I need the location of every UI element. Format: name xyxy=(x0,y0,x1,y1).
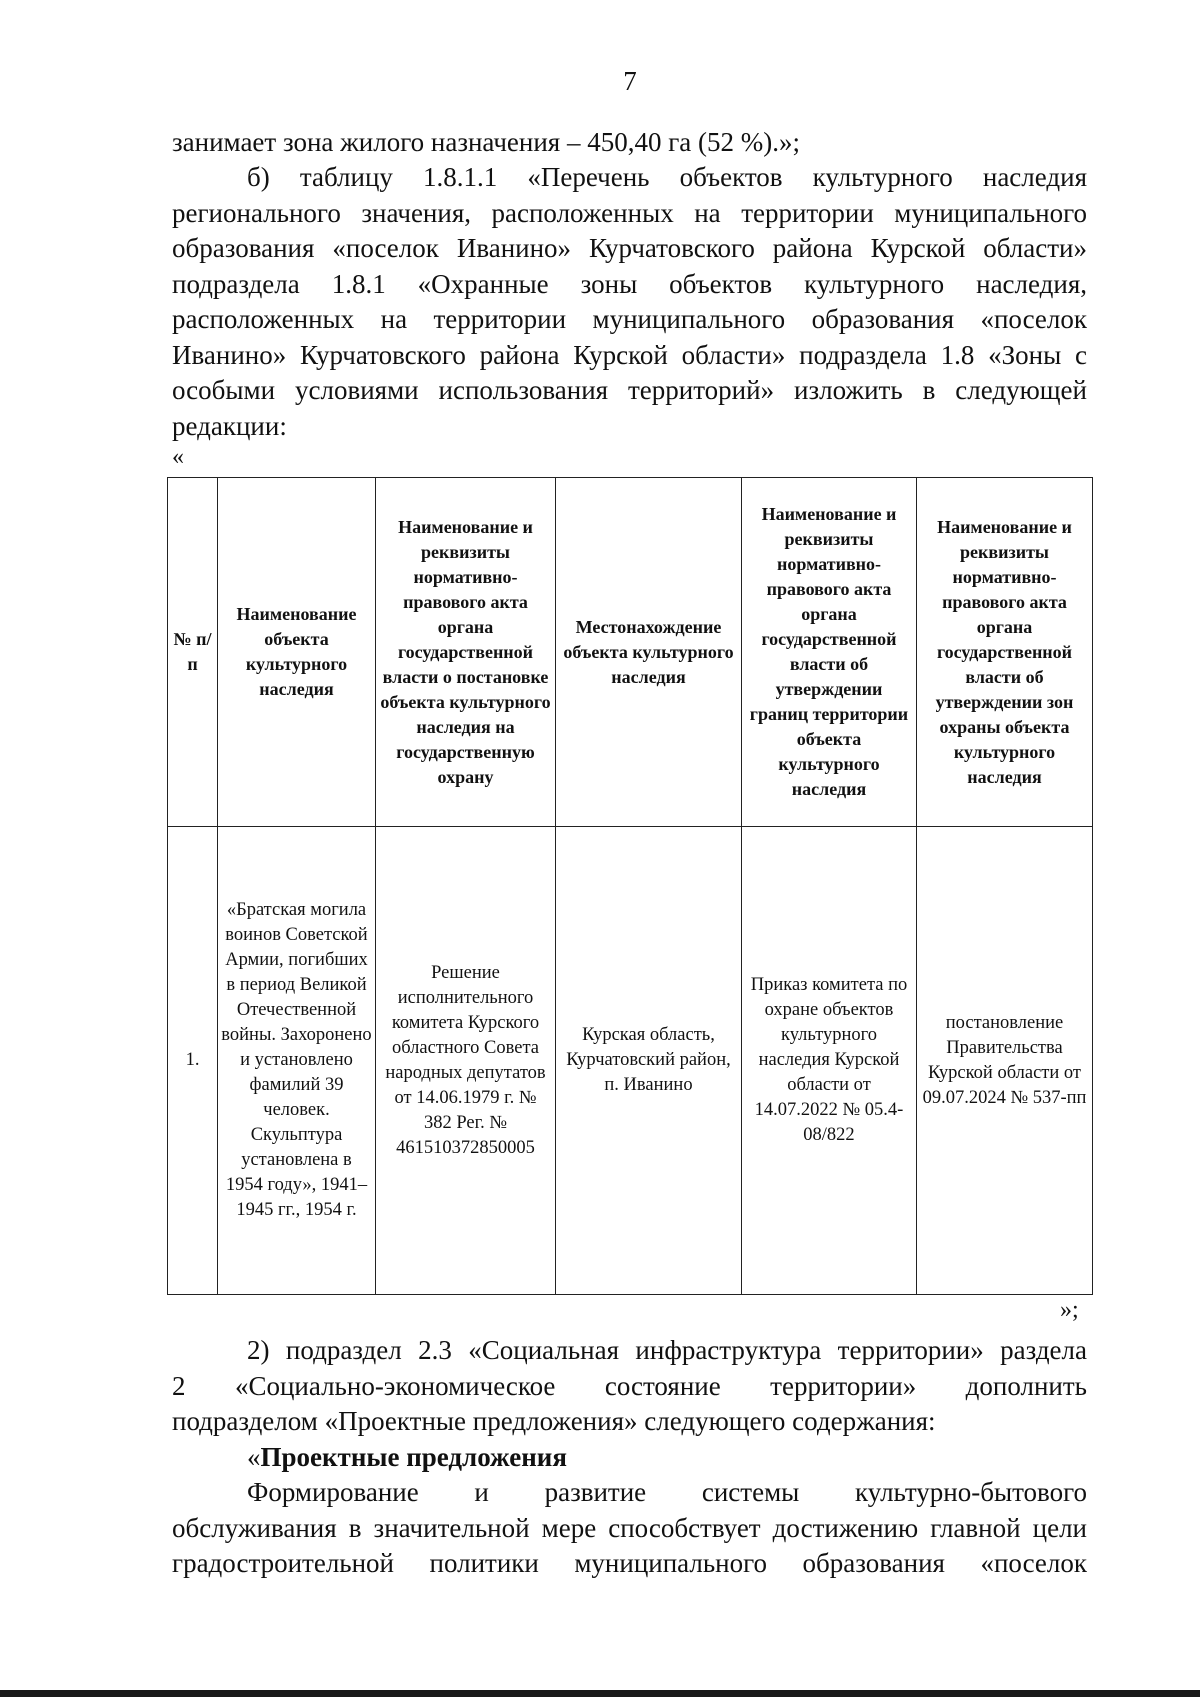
cell-object-name: «Братская могила воинов Советской Армии, погибших в период Великой Отечественной войны. Захоронено и установлено фамилий 39 человек. Скульптура установлена в 1954 году», 1941–1945 гг., 1954 г. xyxy=(218,827,376,1295)
heading-line xyxy=(172,1440,1087,1476)
section-heading xyxy=(172,1440,1087,1476)
text-line: подраздела 1.8.1 «Охранные зоны объектов культурного наследия, xyxy=(172,268,1087,299)
text-line: расположенных на территории муниципального образования «поселок xyxy=(172,304,1087,334)
paragraph-zone-share xyxy=(172,125,1087,161)
heritage-objects-table xyxy=(167,477,1093,1295)
text-line: 2) подраздел 2.3 «Социальная инфраструктура территории» раздела xyxy=(247,1335,1087,1365)
paragraph-subsection-2-3 xyxy=(172,1333,1087,1440)
cell-number: 1. xyxy=(168,827,218,1295)
text-line: подразделом «Проектные предложения» следующего содержания: xyxy=(172,1406,936,1436)
text-line: регионального значения, расположенных на территории муниципального xyxy=(172,197,1087,228)
heading-quote: « xyxy=(247,1442,261,1472)
text-line: редакции: xyxy=(172,410,287,441)
cell-zones-act: постановление Правительства Курской области от 09.07.2024 № 537-пп xyxy=(917,827,1093,1295)
paragraph-table-replacement xyxy=(172,160,1087,444)
table-row xyxy=(168,827,1093,1295)
page-number: 7 xyxy=(623,66,637,96)
header-registration-act: Наименование и реквизиты нормативно-правового акта органа государственной власти о постановке объекта культурного наследия на государственную охрану xyxy=(376,478,556,827)
text-line: 2 «Социально-экономическое состояние территории» дополнить xyxy=(172,1370,1087,1401)
text-line: градостроительной политики муниципального образования «поселок xyxy=(172,1548,1087,1578)
paragraph-project-proposals xyxy=(172,1475,1087,1582)
text-line: занимает зона жилого назначения – 450,40 га (52 %).»; xyxy=(172,127,801,157)
header-number: № п/п xyxy=(168,478,218,827)
text-line: Формирование и развитие системы культурно-бытового xyxy=(247,1477,1087,1507)
text-line: образования «поселок Иванино» Курчатовского района Курской области» xyxy=(172,233,1087,263)
cell-location: Курская область, Курчатовский район, п. Иванино xyxy=(556,827,742,1295)
text-line: б) таблицу 1.8.1.1 «Перечень объектов культурного наследия xyxy=(247,162,1087,192)
header-location: Местонахождение объекта культурного наследия xyxy=(556,478,742,827)
cell-registration-act: Решение исполнительного комитета Курского областного Совета народных депутатов от 14.06.1979 г. № 382 Рег. № 461510372850005 xyxy=(376,827,556,1295)
header-zones-act: Наименование и реквизиты нормативно-правового акта органа государственной власти об утверждении зон охраны объекта культурного наследия xyxy=(917,478,1093,827)
table-header-row xyxy=(168,478,1093,827)
text-line: Иванино» Курчатовского района Курской области» подраздела 1.8 «Зоны с xyxy=(172,339,1087,370)
scan-bottom-edge xyxy=(0,1690,1200,1697)
heading-title: Проектные предложения xyxy=(260,1442,567,1472)
closing-quote: »; xyxy=(1060,1297,1079,1323)
header-object-name: Наименование объекта культурного наследия xyxy=(218,478,376,827)
text-line: особыми условиями использования территорий» изложить в следующей xyxy=(172,375,1087,405)
opening-quote: « xyxy=(172,444,184,470)
cell-territory-act: Приказ комитета по охране объектов культурного наследия Курской области от 14.07.2022 № 05.4-08/822 xyxy=(742,827,917,1295)
text-line: обслуживания в значительной мере способствует достижению главной цели xyxy=(172,1512,1087,1543)
header-territory-act: Наименование и реквизиты нормативно-правового акта органа государственной власти об утверждении границ территории объекта культурного наследия xyxy=(742,478,917,827)
